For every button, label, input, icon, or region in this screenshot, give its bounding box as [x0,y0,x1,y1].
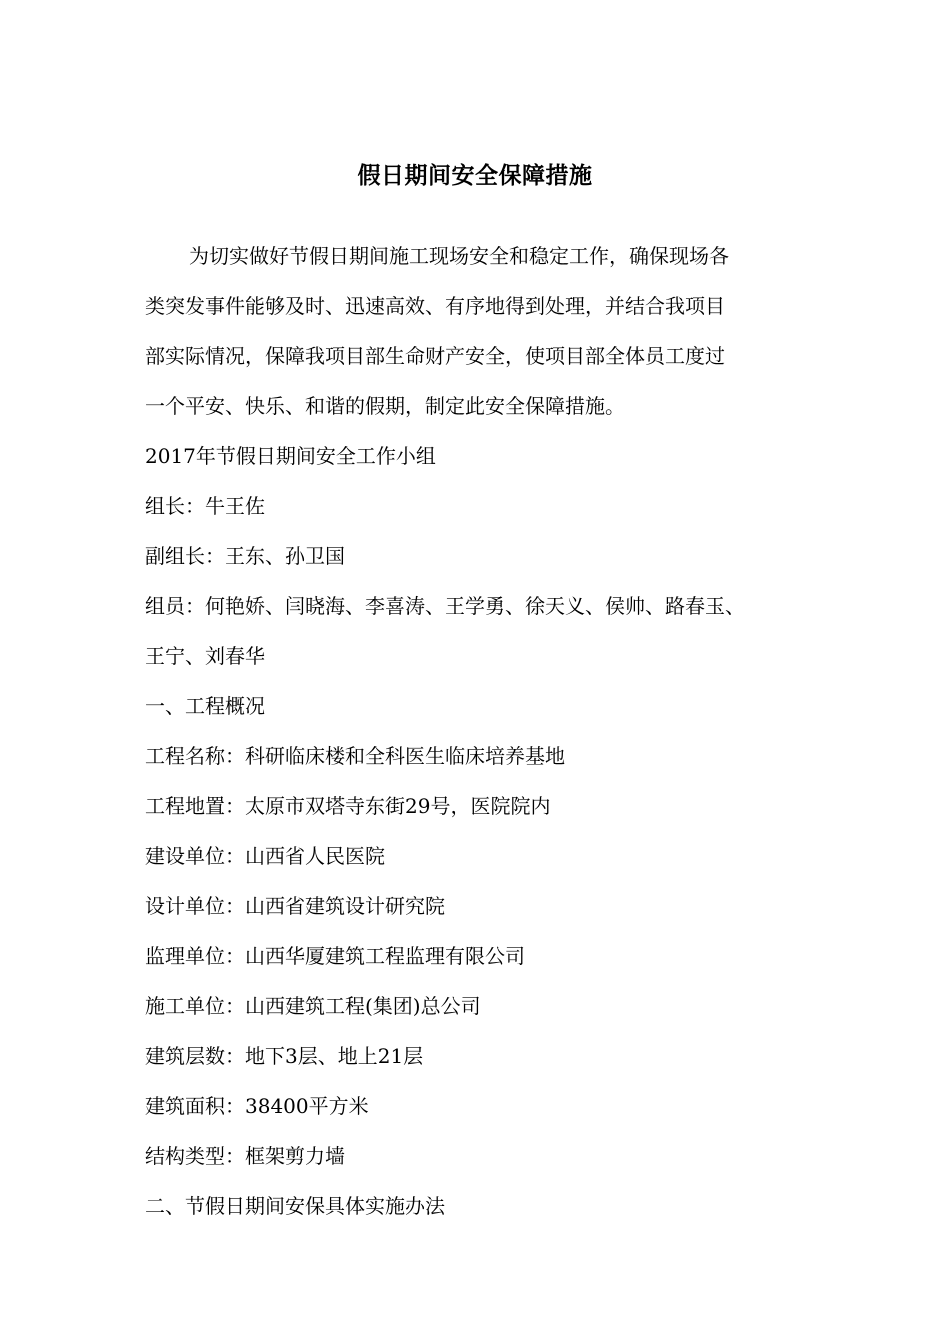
group-members-line-1: 组员：何艳娇、闫晓海、李喜涛、王学勇、徐天义、侯帅、路春玉、 [145,594,745,618]
project-contractor: 施工单位：山西建筑工程(集团)总公司 [145,994,481,1018]
project-designer: 设计单位：山西省建筑设计研究院 [145,894,445,918]
section-heading-measures: 二、节假日期间安保具体实施办法 [145,1194,445,1218]
intro-line-2: 类突发事件能够及时、迅速高效、有序地得到处理，并结合我项目 [145,294,725,318]
section-heading-overview: 一、工程概况 [145,694,265,718]
project-location: 工程地置：太原市双塔寺东街29号，医院院内 [145,794,551,818]
project-structure: 结构类型：框架剪力墙 [145,1144,345,1168]
intro-line-1: 为切实做好节假日期间施工现场安全和稳定工作，确保现场各 [189,244,729,268]
project-name: 工程名称：科研临床楼和全科医生临床培养基地 [145,744,565,768]
intro-line-3: 部实际情况，保障我项目部生命财产安全，使项目部全体员工度过 [145,344,725,368]
group-members-line-2: 王宁、刘春华 [145,644,265,668]
project-area: 建筑面积：38400平方米 [145,1094,369,1118]
document-body [145,231,825,1231]
project-floors: 建筑层数：地下3层、地上21层 [145,1044,424,1068]
project-supervisor: 监理单位：山西华厦建筑工程监理有限公司 [145,944,525,968]
document-title: 假日期间安全保障措施 [357,162,593,189]
project-owner: 建设单位：山西省人民医院 [145,844,385,868]
group-deputy-leader: 副组长：王东、孙卫国 [145,544,345,568]
group-heading: 2017年节假日期间安全工作小组 [145,444,436,468]
intro-line-4: 一个平安、快乐、和谐的假期，制定此安全保障措施。 [145,394,625,418]
group-leader: 组长：牛王佐 [145,494,265,518]
